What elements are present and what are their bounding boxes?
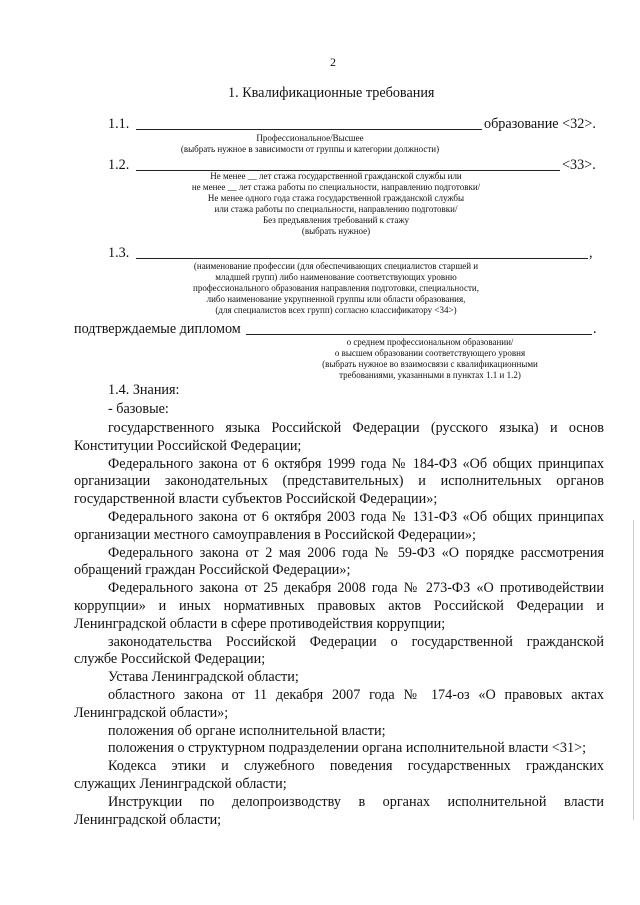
knowledge-line: Ленинградской области в сфере противодействия коррупции; bbox=[74, 615, 446, 632]
knowledge-line: Кодекса этики и служебного поведения государственных гражданских bbox=[108, 758, 604, 775]
item-1-1-blank[interactable] bbox=[136, 129, 482, 130]
item-1-2-suffix: <33>. bbox=[562, 157, 596, 173]
knowledge-line: Устава Ленинградской области; bbox=[108, 669, 299, 686]
knowledge-line: государственного языка Российской Федерации (русского языка) и основ bbox=[108, 420, 604, 436]
knowledge-line: коррупции» и иных нормативных правовых актов Российской Федерации и bbox=[74, 598, 604, 614]
knowledge-line: Федерального закона от 6 октября 1999 года № 184-ФЗ «Об общих принципах bbox=[108, 455, 604, 472]
knowledge-line: службе Российской Федерации; bbox=[74, 651, 266, 668]
section-title: 1. Квалификационные требования bbox=[228, 85, 435, 101]
knowledge-line: служащих Ленинградской области; bbox=[74, 776, 287, 792]
item-1-3-note: (наименование профессии (для обеспечивающих специалистов старшей и младшей групп) либо наименование соответствующих уровню профессионального образования направления подготовки, специальности, либо наименование укрупненной группы или области образования, (для специалистов всех групп) согласно классификатору <34>) bbox=[193, 261, 479, 315]
item-1-2-number: 1.2. bbox=[108, 157, 130, 173]
page-edge-mark bbox=[633, 520, 634, 820]
item-1-1-suffix: образование <32>. bbox=[484, 116, 596, 132]
item-1-1-note: Профессиональное/Высшее (выбрать нужное в зависимости от группы и категории должности) bbox=[180, 133, 440, 154]
knowledge-line: государственной власти субъектов Российской Федерации»; bbox=[74, 491, 438, 508]
knowledge-line: обращений граждан Российской Федерации»; bbox=[74, 562, 351, 579]
knowledge-line: Федерального закона от 6 октября 2003 года № 131-ФЗ «Об общих принципах bbox=[108, 509, 604, 525]
knowledge-line: Ленинградской области; bbox=[74, 811, 222, 828]
knowledge-line: организации законодательных (представительных) и исполнительных органов bbox=[74, 473, 604, 490]
item-1-3-suffix: , bbox=[589, 245, 593, 261]
knowledge-subheading: - базовые: bbox=[108, 401, 169, 417]
knowledge-line: положения об органе исполнительной власти; bbox=[108, 722, 386, 739]
knowledge-heading: 1.4. Знания: bbox=[108, 382, 180, 398]
item-1-1-number: 1.1. bbox=[108, 116, 130, 132]
knowledge-line: Федерального закона от 25 декабря 2008 года № 273-ФЗ «О противодействии bbox=[108, 580, 604, 597]
knowledge-line: организации местного самоуправления в Российской Федерации»; bbox=[74, 526, 476, 543]
knowledge-line: Конституции Российской Федерации; bbox=[74, 437, 302, 454]
knowledge-line: Ленинградской области»; bbox=[74, 704, 229, 721]
item-1-3-number: 1.3. bbox=[108, 245, 130, 261]
diploma-note: о среднем профессиональном образовании/ о высшем образовании соответствующего уровня (выбрать нужное во взаимосвязи с квалификационными требованиями, указанными в пунктах 1.1 и 1.2) bbox=[322, 337, 538, 380]
page-number: 2 bbox=[330, 55, 336, 69]
knowledge-line: законодательства Российской Федерации о государственной гражданской bbox=[108, 633, 604, 650]
diploma-blank[interactable] bbox=[246, 334, 592, 335]
item-1-2-note: Не менее __ лет стажа государственной гражданской службы или не менее __ лет стажа работы по специальности, направлению подготовки/ Не менее одного года стажа государственной гражданской службы или стажа работы по специальности, направлению подготовки/ Без предъявления требований к стажу (выбрать нужное) bbox=[191, 171, 481, 236]
knowledge-line: Инструкции по делопроизводству в органах исполнительной власти bbox=[108, 793, 604, 810]
knowledge-line: Федерального закона от 2 мая 2006 года № 59-ФЗ «О порядке рассмотрения bbox=[108, 544, 604, 561]
diploma-label: подтверждаемые дипломом bbox=[74, 321, 241, 337]
diploma-suffix: . bbox=[593, 321, 597, 337]
knowledge-line: областного закона от 11 декабря 2007 года № 174-оз «О правовых актах bbox=[108, 687, 604, 703]
knowledge-line: положения о структурном подразделении органа исполнительной власти <31>; bbox=[108, 740, 587, 757]
item-1-3-blank[interactable] bbox=[136, 258, 588, 259]
